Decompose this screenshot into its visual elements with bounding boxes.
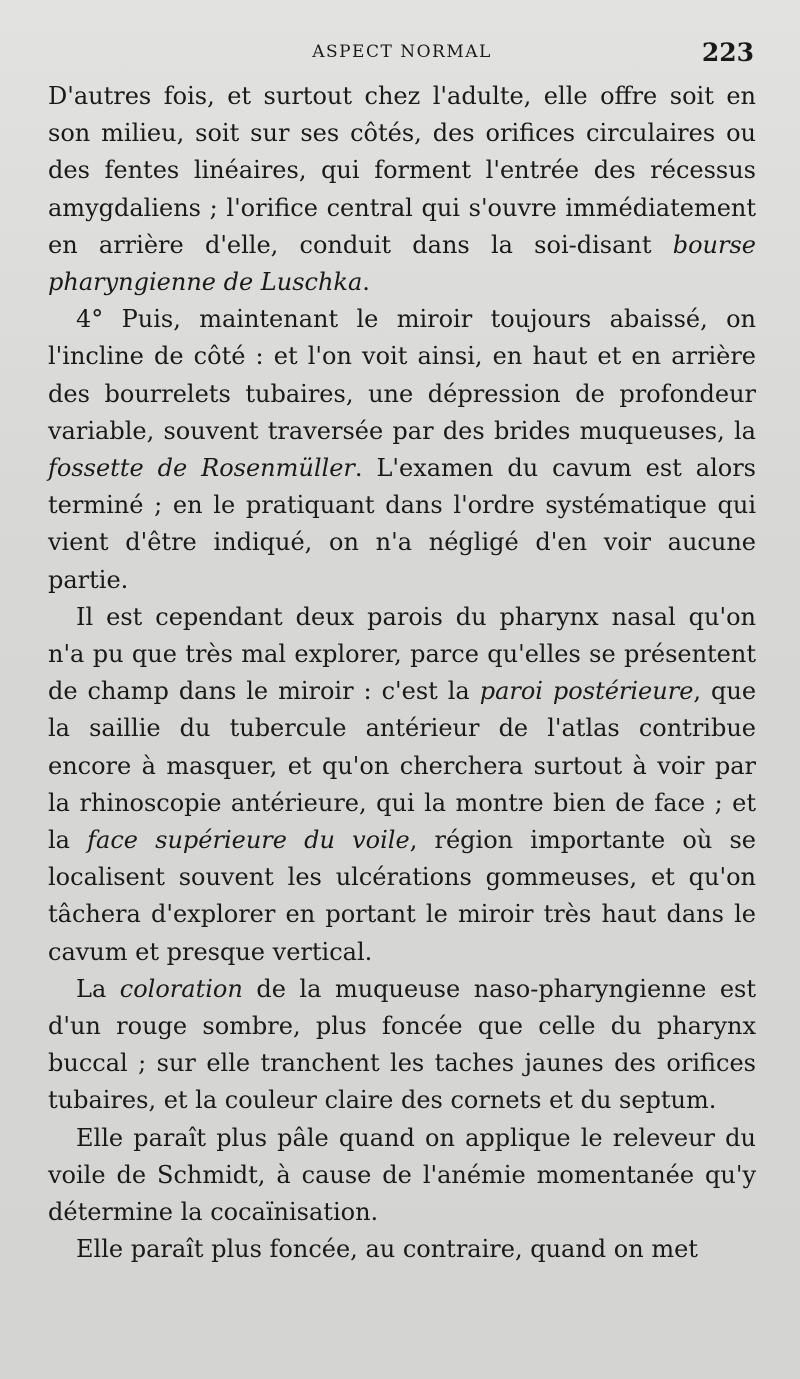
italic-run: bourse pharyngienne de Luschka: [48, 230, 756, 297]
body-text: [48, 78, 756, 1269]
paragraph: [48, 971, 756, 1120]
paragraph: [48, 78, 756, 301]
running-title: ASPECT NORMAL: [312, 42, 492, 62]
text-run: , région importante où se localisent souvent les ulcérations gommeuses, et qu'on tâchera d'explorer en portant le miroir très haut dans le cavum et presque vertical.: [48, 826, 756, 966]
paragraph: [48, 1120, 756, 1232]
paragraph: [48, 599, 756, 971]
text-run: Il est cependant deux parois du pharynx nasal qu'on n'a pu que très mal explorer, parce qu'elles se présentent de champ dans le miroir : c'est la: [48, 602, 756, 706]
running-head: [48, 34, 756, 78]
paragraph: [48, 301, 756, 599]
text-run: Elle paraît plus foncée, au contraire, quand on met: [76, 1235, 698, 1264]
text-run: D'autres fois, et surtout chez l'adulte, elle offre soit en son milieu, soit sur ses côtés, des orifices circulaires ou des fentes linéaires, qui forment l'entrée des récessus amygdaliens ; l'orifice central qui s'ouvre immédiatement en arrière d'elle, conduit dans la soi-disant: [48, 82, 756, 259]
text-run: La: [76, 974, 120, 1003]
italic-run: fossette de Rosenmüller: [48, 454, 355, 483]
text-run: , que la saillie du tubercule antérieur de l'atlas contribue encore à masquer, et qu'on cherchera surtout à voir par la rhinoscopie antérieure, qui la montre bien de face ; et la: [48, 677, 757, 855]
text-run: Elle paraît plus pâle quand on applique le releveur du voile de Schmidt, à cause de l'anémie momentanée qu'y détermine la cocaïnisation.: [48, 1123, 756, 1227]
text-run: . L'examen du cavum est alors terminé ; en le pratiquant dans l'ordre systématique qui vient d'être indiqué, on n'a négligé d'en voir aucune partie.: [48, 454, 756, 594]
italic-run: coloration: [119, 974, 243, 1003]
italic-run: paroi postérieure: [479, 677, 694, 706]
text-run: .: [362, 268, 370, 297]
text-run: de la muqueuse naso-pharyngienne est d'un rouge sombre, plus foncée que celle du pharynx buccal ; sur elle tranchent les taches jaunes des orifices tubaires, et la couleur claire des cornets et du septum.: [48, 974, 756, 1115]
italic-run: face supérieure du voile: [87, 826, 410, 855]
text-run: 4° Puis, maintenant le miroir toujours abaissé, on l'incline de côté : et l'on voit ainsi, en haut et en arrière des bourrelets tubaires, une dépression de profondeur variable, souvent traversée par des brides muqueuses, la: [48, 305, 756, 445]
page-number: 223: [701, 38, 754, 67]
paragraph: [48, 1231, 756, 1268]
